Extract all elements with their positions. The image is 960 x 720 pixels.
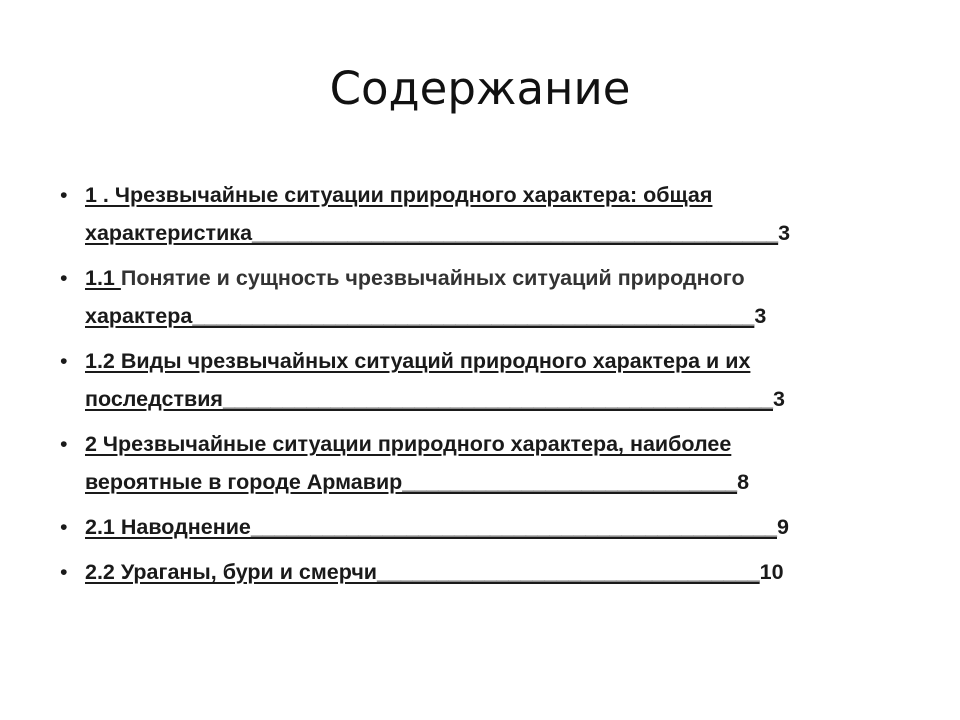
toc-item-2-page: 8 [737,470,750,494]
toc-item-1-2-line2: последствия______________________________________________ [85,387,773,411]
toc-item-1[interactable] [60,176,920,252]
toc-item-1-1-page: 3 [754,304,767,328]
bullet: • [60,515,68,539]
toc-item-2-1[interactable] [60,508,920,546]
toc-item-1-2[interactable] [60,342,920,418]
toc-item-2-line1: 2 Чрезвычайные ситуации природного характера, наиболее [85,432,732,456]
page-title: Содержание [329,62,631,115]
toc-item-1-2-line1: 1.2 Виды чрезвычайных ситуаций природного характера и их [85,349,751,373]
toc-item-1-line2: характеристика____________________________________________ [85,221,779,245]
toc-item-1-1[interactable] [60,259,920,335]
bullet: • [60,266,68,290]
toc-item-2-1-line1: 2.1 Наводнение____________________________________________ [85,515,777,539]
bullet: • [60,183,68,207]
toc-item-1-1-line1: Понятие и сущность чрезвычайных ситуаций природного [120,266,745,290]
toc-item-1-page: 3 [778,221,791,245]
toc-item-2[interactable] [60,425,920,501]
toc-item-2-line2: вероятные в городе Армавир____________________________ [85,470,738,494]
bullet: • [60,560,68,584]
toc-item-1-1-number: 1.1 [85,266,121,290]
table-of-contents [60,176,920,598]
toc-item-1-2-page: 3 [773,387,785,411]
toc-item-2-2-line1: 2.2 Ураганы, бури и смерчи________________________________ [85,560,760,584]
toc-item-1-1-line2: характера_______________________________________________ [85,304,755,328]
toc-item-2-2-page: 10 [759,560,784,584]
toc-item-2-1-page: 9 [777,515,789,539]
toc-item-2-2[interactable] [60,553,920,591]
toc-item-1-line1: 1 . Чрезвычайные ситуации природного характера: общая [85,183,713,207]
bullet: • [60,432,68,456]
bullet: • [60,349,68,373]
